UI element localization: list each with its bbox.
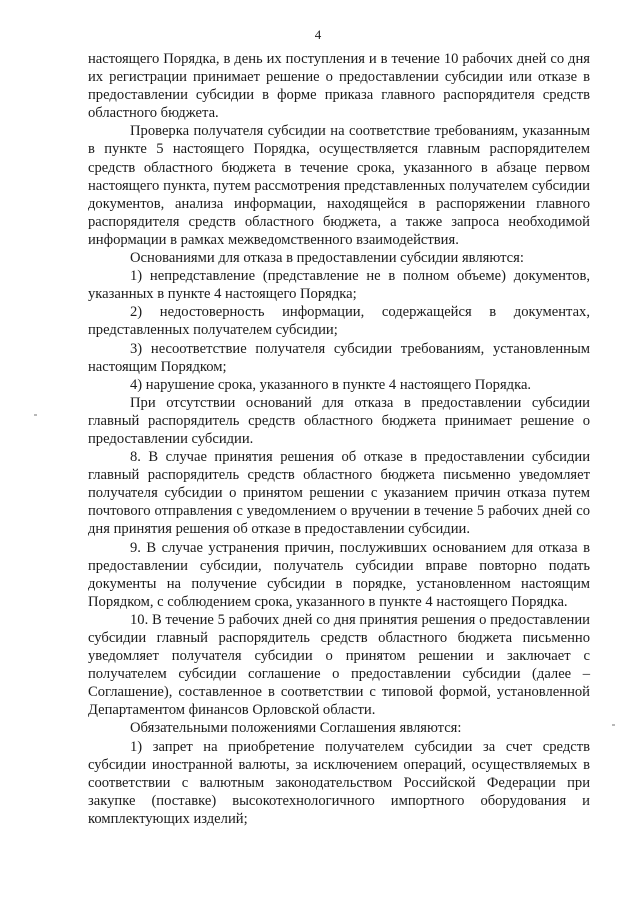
paragraph-no-grounds: При отсутствии оснований для отказа в предоставлении субсидии главный распорядитель средств областного бюджета принимает решение о предоставлении субсидии. xyxy=(88,394,590,447)
scan-speck xyxy=(612,724,615,726)
page-number: 4 xyxy=(314,27,322,42)
list-item-refusal-1: 1) непредставление (представление не в полном объеме) документов, указанных в пункте 4 настоящего Порядка; xyxy=(88,268,590,303)
list-item-refusal-3: 3) несоответствие получателя субсидии требованиям, установленным настоящим Порядком; xyxy=(88,340,590,375)
paragraph-refusal-grounds-intro: Основаниями для отказа в предоставлении субсидии являются: xyxy=(130,250,524,267)
paragraph-clause-10: 10. В течение 5 рабочих дней со дня принятия решения о предоставлении субсидии главный распорядитель средств областного бюджета письменно уведомляет получателя субсидии о принятом решении и заключает с получателем субсидии соглашение о предоставлении субсидии (далее – Соглашение), составленное в соответствии с типовой формой, установленной Департаментом финансов Орловской области. xyxy=(88,611,590,719)
list-item-refusal-2: 2) недостоверность информации, содержащейся в документах, представленных получателем субсидии; xyxy=(88,304,590,339)
scan-speck xyxy=(34,414,37,416)
list-item-provision-1: 1) запрет на приобретение получателем субсидии за счет средств субсидии иностранной валюты, за исключением операций, осуществляемых в соответствии с валютным законодательством Российской Федерации при закупке (поставке) высокотехнологичного импортного оборудования и комплектующих изделий; xyxy=(88,738,590,827)
paragraph-continuation: настоящего Порядка, в день их поступления и в течение 10 рабочих дней со дня их регистрации принимает решение о предоставлении субсидии или отказе в предоставлении субсидии в форме приказа главного распорядителя средств областного бюджета. xyxy=(88,51,590,122)
paragraph-agreement-provisions: Обязательными положениями Соглашения являются: xyxy=(130,720,462,737)
paragraph-clause-9: 9. В случае устранения причин, послуживших основанием для отказа в предоставлении субсидии, получатель субсидии вправе повторно подать документы на получение субсидии в порядке, установленном настоящим Порядком, с соблюдением срока, указанного в пункте 4 настоящего Порядка. xyxy=(88,539,590,610)
paragraph-clause-8: 8. В случае принятия решения об отказе в предоставлении субсидии главный распорядитель средств областного бюджета письменно уведомляет получателя субсидии о принятом решении с указанием причин отказа путем почтового отправления с уведомлением о вручении в течение 5 рабочих дней со дня принятия решения об отказе в предоставлении субсидии. xyxy=(88,449,590,538)
paragraph-verification: Проверка получателя субсидии на соответствие требованиям, указанным в пункте 5 настоящего Порядка, осуществляется главным распорядителем средств областного бюджета в течение срока, указанного в абзаце первом настоящего пункта, путем рассмотрения представленных получателем субсидии документов, анализа информации, находящейся в распоряжении главного распорядителя средств областного бюджета, а также запроса необходимой информации в рамках межведомственного взаимодействия. xyxy=(88,123,590,248)
document-body xyxy=(88,50,590,828)
list-item-refusal-4: 4) нарушение срока, указанного в пункте 4 настоящего Порядка. xyxy=(130,376,532,393)
